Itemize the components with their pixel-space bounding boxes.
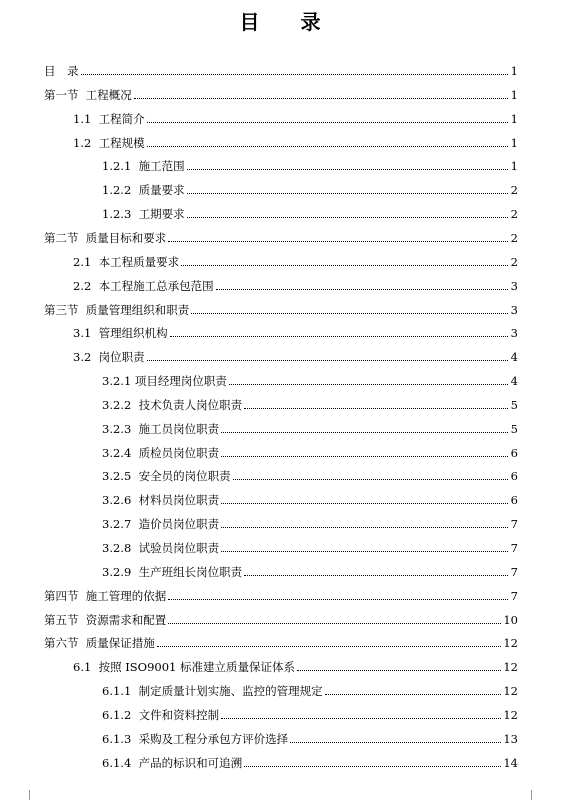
toc-leader-dots xyxy=(147,359,508,361)
toc-entry-label: 第四节 施工管理的依据 xyxy=(44,589,167,603)
toc-leader-dots xyxy=(168,240,508,242)
toc-entry-page-number: 14 xyxy=(503,756,518,770)
toc-entry[interactable] xyxy=(102,555,518,579)
toc-entry[interactable] xyxy=(102,698,518,722)
toc-entry[interactable] xyxy=(102,722,518,746)
toc-entry-page-number: 10 xyxy=(503,613,518,627)
toc-entry-label: 6.1.1 制定质量计划实施、监控的管理规定 xyxy=(102,684,323,698)
toc-entry-page-number: 12 xyxy=(503,708,518,722)
toc-entry-label: 第一节 工程概况 xyxy=(44,88,132,102)
toc-entry-page-number: 1 xyxy=(510,159,518,173)
toc-entry-label: 1.2.1 施工范围 xyxy=(102,159,185,173)
toc-entry-label: 3.2.5 安全员的岗位职责 xyxy=(102,469,231,483)
toc-entry-page-number: 4 xyxy=(510,374,518,388)
toc-entry-page-number: 2 xyxy=(510,231,518,245)
toc-entry[interactable] xyxy=(44,579,518,603)
toc-entry-page-number: 7 xyxy=(510,565,518,579)
toc-entry-page-number: 3 xyxy=(510,279,518,293)
toc-entry[interactable] xyxy=(73,102,518,126)
toc-entry[interactable] xyxy=(102,364,518,388)
toc-entry-label: 1.1 工程简介 xyxy=(73,112,145,126)
toc-entry-label: 3.2.1 项目经理岗位职责 xyxy=(102,374,227,388)
toc-entry-label: 1.2.3 工期要求 xyxy=(102,207,185,221)
toc-entry-page-number: 12 xyxy=(503,636,518,650)
toc-entry[interactable] xyxy=(102,173,518,197)
toc-entry[interactable] xyxy=(44,221,518,245)
toc-entry-page-number: 6 xyxy=(510,469,518,483)
toc-leader-dots xyxy=(290,741,501,743)
toc-entry[interactable] xyxy=(73,126,518,150)
toc-entry-label: 2.2 本工程施工总承包范围 xyxy=(73,279,214,293)
toc-leader-dots xyxy=(181,264,508,266)
toc-entry[interactable] xyxy=(44,293,518,317)
toc-entry[interactable] xyxy=(73,340,518,364)
toc-entry-page-number: 1 xyxy=(510,88,518,102)
toc-leader-dots xyxy=(325,693,502,695)
toc-leader-dots xyxy=(187,168,508,170)
toc-entry-page-number: 6 xyxy=(510,446,518,460)
toc-entry-label: 6.1.3 采购及工程分承包方评价选择 xyxy=(102,732,289,746)
toc-entry-page-number: 3 xyxy=(510,326,518,340)
toc-entry-page-number: 6 xyxy=(510,493,518,507)
toc-entry-label: 6.1.4 产品的标识和可追溯 xyxy=(102,756,243,770)
toc-entry[interactable] xyxy=(102,507,518,531)
toc-entry-page-number: 5 xyxy=(510,422,518,436)
toc-entry-label: 第二节 质量目标和要求 xyxy=(44,231,167,245)
toc-entry[interactable] xyxy=(102,459,518,483)
toc-entry-label: 目 录 xyxy=(44,64,79,78)
toc-entry-label: 3.2.3 施工员岗位职责 xyxy=(102,422,220,436)
toc-leader-dots xyxy=(221,455,508,457)
toc-entry-label: 3.2.2 技术负责人岗位职责 xyxy=(102,398,243,412)
toc-entry-page-number: 4 xyxy=(510,350,518,364)
toc-entry[interactable] xyxy=(102,388,518,412)
toc-leader-dots xyxy=(244,574,508,576)
page-corner-mark-right xyxy=(531,790,542,800)
toc-entry[interactable] xyxy=(73,245,518,269)
toc-entry[interactable] xyxy=(102,412,518,436)
toc-entry[interactable] xyxy=(102,746,518,770)
toc-leader-dots xyxy=(187,192,508,194)
toc-leader-dots xyxy=(187,216,508,218)
toc-entry-page-number: 5 xyxy=(510,398,518,412)
toc-entry[interactable] xyxy=(102,674,518,698)
toc-entry-label: 1.2 工程规模 xyxy=(73,136,145,150)
toc-leader-dots xyxy=(168,598,508,600)
toc-leader-dots xyxy=(221,431,508,433)
toc-entry[interactable] xyxy=(44,78,518,102)
toc-entry-label: 1.2.2 质量要求 xyxy=(102,183,185,197)
toc-leader-dots xyxy=(216,288,508,290)
toc-leader-dots xyxy=(221,526,508,528)
toc-leader-dots xyxy=(191,312,508,314)
toc-entry[interactable] xyxy=(102,436,518,460)
toc-leader-dots xyxy=(221,502,508,504)
title-char-2: 录 xyxy=(300,10,322,34)
toc-entry-page-number: 7 xyxy=(510,541,518,555)
toc-leader-dots xyxy=(244,765,501,767)
toc-entry[interactable] xyxy=(102,149,518,173)
toc-entry-label: 3.2.9 生产班组长岗位职责 xyxy=(102,565,243,579)
toc-entry-label: 6.1.2 文件和资料控制 xyxy=(102,708,220,722)
toc-entry-page-number: 13 xyxy=(503,732,518,746)
toc-entry-label: 第三节 质量管理组织和职责 xyxy=(44,303,190,317)
toc-entry-label: 第六节 质量保证措施 xyxy=(44,636,155,650)
toc-leader-dots xyxy=(229,383,508,385)
toc-leader-dots xyxy=(297,669,501,671)
toc-entry-label: 3.2 岗位职责 xyxy=(73,350,145,364)
toc-entry-page-number: 2 xyxy=(510,207,518,221)
toc-entry-page-number: 2 xyxy=(510,183,518,197)
toc-entry[interactable] xyxy=(73,316,518,340)
toc-leader-dots xyxy=(221,550,508,552)
toc-leader-dots xyxy=(134,97,508,99)
toc-entry[interactable] xyxy=(73,269,518,293)
toc-leader-dots xyxy=(233,478,508,480)
toc-entry-label: 3.2.8 试验员岗位职责 xyxy=(102,541,220,555)
toc-leader-dots xyxy=(170,335,508,337)
toc-entry-page-number: 7 xyxy=(510,517,518,531)
toc-leader-dots xyxy=(81,73,509,75)
toc-entry-label: 第五节 资源需求和配置 xyxy=(44,613,167,627)
toc-entry[interactable] xyxy=(73,650,518,674)
title-char-1: 目 xyxy=(239,10,261,34)
toc-entry-label: 6.1 按照 ISO9001 标准建立质量保证体系 xyxy=(73,660,296,674)
toc-entry[interactable] xyxy=(102,197,518,221)
toc-entry[interactable] xyxy=(44,603,518,627)
toc-leader-dots xyxy=(147,121,508,123)
toc-leader-dots xyxy=(168,622,501,624)
toc-leader-dots xyxy=(244,407,508,409)
toc-leader-dots xyxy=(147,145,508,147)
toc-entry[interactable] xyxy=(44,54,518,78)
toc-entry[interactable] xyxy=(102,483,518,507)
toc-entry-label: 3.1 管理组织机构 xyxy=(73,326,168,340)
toc-entry[interactable] xyxy=(44,626,518,650)
toc-entry-page-number: 2 xyxy=(510,255,518,269)
toc-leader-dots xyxy=(221,717,501,719)
toc-entry-page-number: 12 xyxy=(503,684,518,698)
toc-entry-page-number: 1 xyxy=(510,136,518,150)
toc-entry-page-number: 1 xyxy=(510,64,518,78)
toc-entry[interactable] xyxy=(102,531,518,555)
toc-leader-dots xyxy=(157,645,502,647)
toc-entry-page-number: 12 xyxy=(503,660,518,674)
toc-entry-page-number: 3 xyxy=(510,303,518,317)
toc-entry-label: 3.2.6 材料员岗位职责 xyxy=(102,493,220,507)
toc-entry-page-number: 7 xyxy=(510,589,518,603)
page-title xyxy=(0,6,561,35)
toc-entry-label: 2.1 本工程质量要求 xyxy=(73,255,180,269)
toc-entry-label: 3.2.4 质检员岗位职责 xyxy=(102,446,220,460)
toc-entry-page-number: 1 xyxy=(510,112,518,126)
toc-entry-label: 3.2.7 造价员岗位职责 xyxy=(102,517,220,531)
page-corner-mark-left xyxy=(19,790,30,800)
